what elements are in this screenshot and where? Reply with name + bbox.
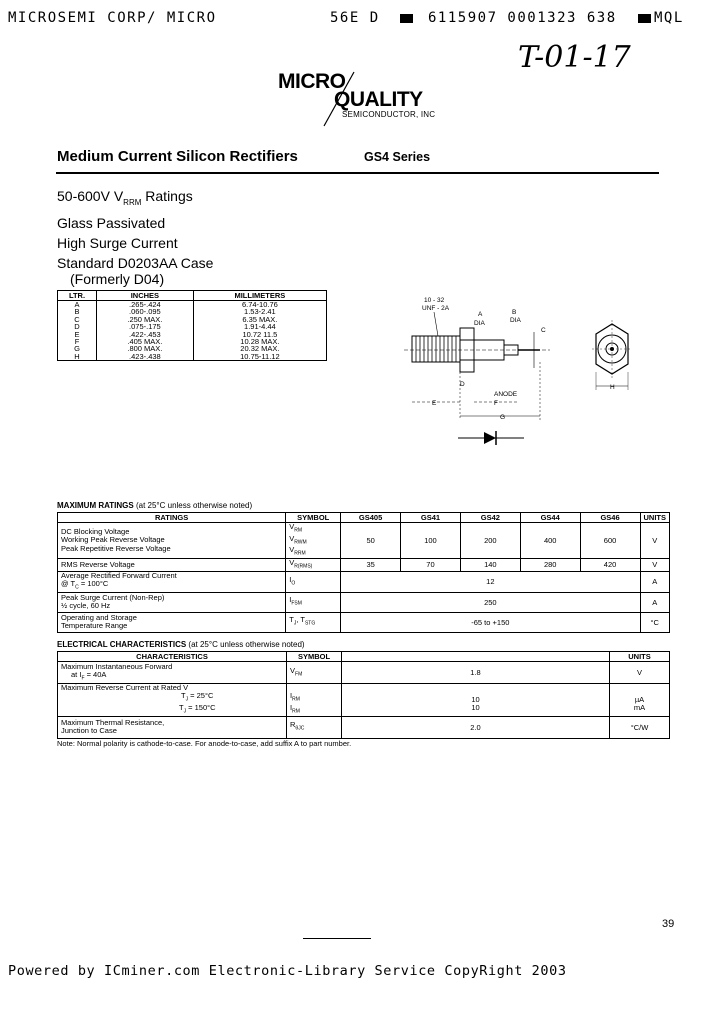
table-row: RMS Reverse Voltage $V_{R(RMS)}$ 35 70 140 280 420 V [58,559,670,572]
dim-label-h: H [610,384,615,391]
feature-item: 50-600V $V_{RRM}$ Ratings [57,188,193,207]
table-row: F .405 MAX. 10.28 MAX. [58,338,327,345]
dim-label-e: E [432,400,437,407]
table-row: Maximum Reverse Current at Rated V $T_J = 25^\circ C$ $T_J = 150^\circ C$ $I_{RM}$ $I_{RM}$ 10 10 µA mA [58,684,670,717]
logo-line-1: MICRO [278,70,346,93]
title-rule [56,172,659,174]
dim-label-d: D [460,381,465,388]
dim-label-a: A [478,311,483,318]
feature-item: Standard D0203AA Case [57,254,214,271]
feature-item: (Formerly D04) [70,270,165,287]
logo-line-2: QUALITY [334,88,423,111]
table-row: G .800 MAX. 20.32 MAX. [58,345,327,352]
feature-item: Glass Passivated [57,214,166,231]
redaction-block-icon [638,14,651,23]
footer-copyright: Powered by ICminer.com Electronic-Library Service CopyRight 2003 [8,963,567,979]
scan-header-suffix: MQL [654,10,684,26]
anode-label: ANODE [494,391,518,398]
scan-header-left: MICROSEMI CORP/ MICRO [8,10,217,26]
table-row: H .423-.438 10.75-11.12 [58,353,327,361]
dim-label-b: B [512,309,517,316]
table-row: B .060-.095 1.53-2.41 [58,308,327,315]
feature-item: High Surge Current [57,234,178,251]
max-ratings-heading: MAXIMUM RATINGS (at 25°C unless otherwise noted) [57,501,253,510]
table-header-row: LTR. INCHES MILLIMETERS [58,291,327,301]
dim-label-g: G [500,414,506,421]
bottom-rule [303,938,371,939]
polarity-note: Note: Normal polarity is cathode-to-case. For anode-to-case, add suffix A to part number. [57,739,352,748]
table-row: A .265-.424 6.74-10.76 [58,301,327,309]
hex-end-view [592,320,632,391]
dim-label-f: F [494,400,498,407]
diode-symbol-icon [458,431,524,445]
table-row: E .422-.453 10.72 11.5 [58,331,327,338]
thread-label-2: UNF - 2A [422,305,450,312]
table-header-row: CHARACTERISTICS SYMBOL UNITS [58,652,670,662]
scan-header-numbers: 6115907 0001323 638 [428,10,617,26]
max-ratings-table [57,512,670,633]
logo-slash-icon [318,70,358,130]
thread-label-1: 10 - 32 [424,297,445,304]
table-row: Maximum Thermal Resistance, Junction to Case $R_{\theta JC}$ 2.0 °C/W [58,716,670,738]
table-row: DC Blocking Voltage Working Peak Reverse Voltage Peak Repetitive Reverse Voltage $V_{RM}$ $V_{RWM}$ $V_{RRM}$ 50 100 200 400 600 V [58,523,670,559]
company-logo [278,70,458,130]
table-header-row: RATINGS SYMBOL GS405 GS41 GS42 GS44 GS46 UNITS [58,513,670,523]
logo-subline: SEMICONDUCTOR, INC [342,110,436,119]
table-row: Operating and Storage Temperature Range $T_J$, $T_{STG}$ -65 to +150 °C [58,612,670,632]
thread-stud [412,336,460,362]
handwritten-code: T-01-17 [518,40,631,75]
table-row: C .250 MAX. 6.35 MAX. [58,316,327,323]
redaction-block-icon [400,14,413,23]
table-row: Maximum Instantaneous Forward at $I_F = 40A$ $V_{FM}$ 1.8 V [58,662,670,684]
electrical-table [57,651,670,739]
dimensions-table [57,290,327,361]
dim-label-dia: DIA [474,320,485,327]
product-title: Medium Current Silicon Rectifiers [57,148,298,165]
scan-header-code: 56E D [330,10,380,26]
dim-label-dia: DIA [510,317,521,324]
electrical-heading: ELECTRICAL CHARACTERISTICS (at 25°C unless otherwise noted) [57,640,305,649]
case-outline-drawing [400,292,670,452]
feature-list [57,186,213,289]
series-title: GS4 Series [364,150,431,164]
page-number: 39 [662,918,675,930]
table-row: Average Rectified Forward Current @ $T_C = 100^\circ C$ $I_O$ 12 A [58,571,670,592]
table-row: Peak Surge Current (Non-Rep) ½ cycle, 60 Hz $I_{FSM}$ 250 A [58,592,670,612]
table-row: D .075-.175 1.91-4.44 [58,323,327,330]
dim-label-c: C [541,327,546,334]
